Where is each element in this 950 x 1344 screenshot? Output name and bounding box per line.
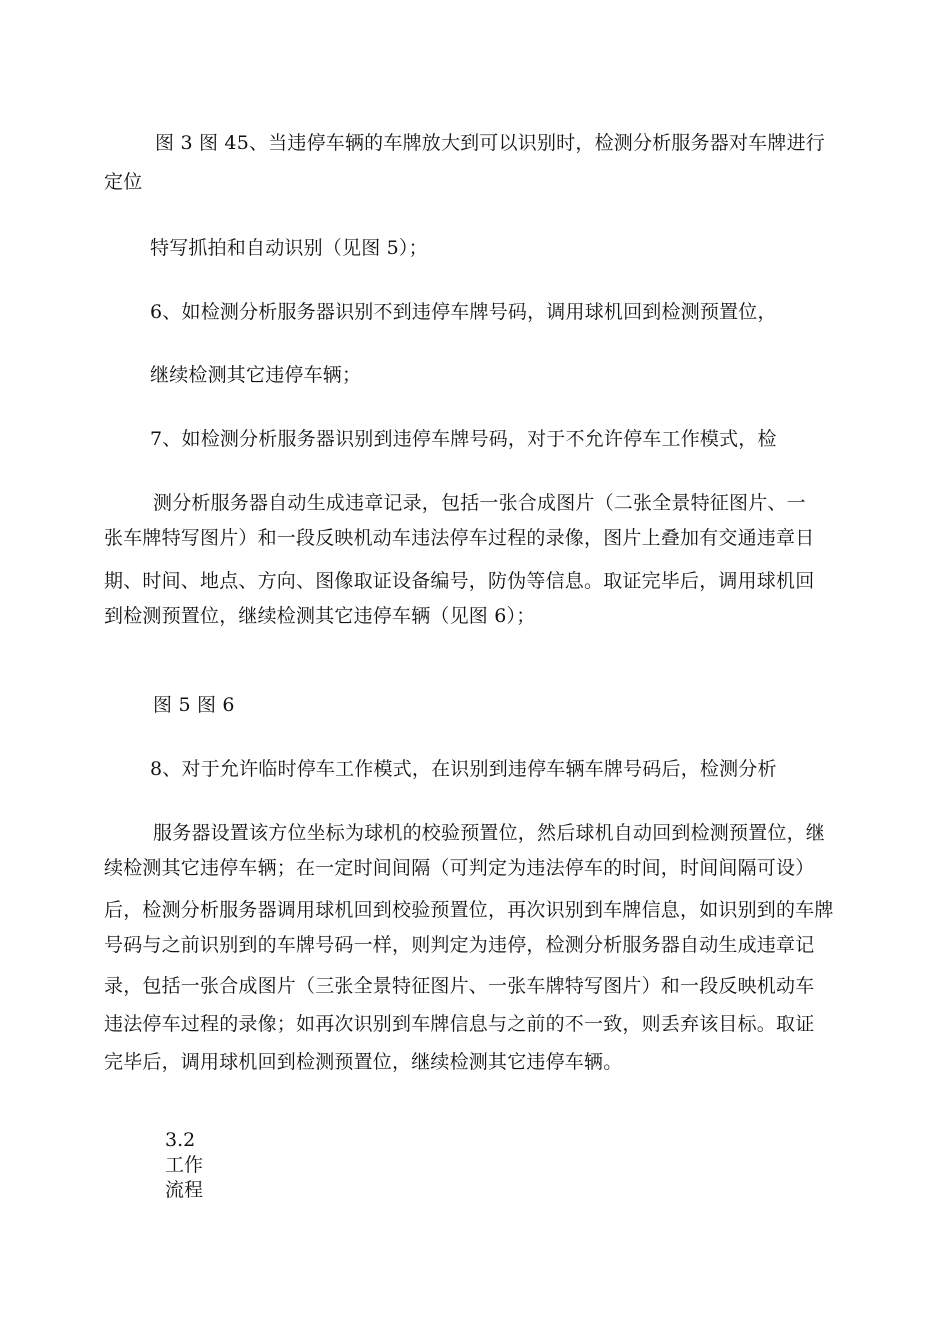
text-line: 图 5 图 6 xyxy=(153,694,235,716)
text-line: 测分析服务器自动生成违章记录，包括一张合成图片（二张全景特征图片、一 xyxy=(153,492,806,514)
text-line: 继续检测其它违停车辆； xyxy=(150,364,362,386)
text-line: 8、对于允许临时停车工作模式，在识别到违停车辆车牌号码后，检测分析 xyxy=(150,758,777,780)
text-line: 6、如检测分析服务器识别不到违停车牌号码，调用球机回到检测预置位， xyxy=(150,301,777,323)
text-line: 号码与之前识别到的车牌号码一样，则判定为违停，检测分析服务器自动生成违章记 xyxy=(104,934,815,956)
section-title-line: 工作 xyxy=(165,1154,204,1176)
text-line: 违法停车过程的录像；如再次识别到车牌信息与之前的不一致，则丢弃该目标。取证 xyxy=(104,1013,815,1035)
text-line: 定位 xyxy=(104,171,143,193)
text-line: 后，检测分析服务器调用球机回到校验预置位，再次识别到车牌信息，如识别到的车牌 xyxy=(104,899,834,921)
text-line: 到检测预置位，继续检测其它违停车辆（见图 6）； xyxy=(104,605,536,627)
text-line: 服务器设置该方位坐标为球机的校验预置位，然后球机自动回到检测预置位，继 xyxy=(153,822,826,844)
text-line: 张车牌特写图片）和一段反映机动车违法停车过程的录像，图片上叠加有交通违章日 xyxy=(104,527,815,549)
text-line: 期、时间、地点、方向、图像取证设备编号，防伪等信息。取证完毕后，调用球机回 xyxy=(104,570,815,592)
text-line: 7、如检测分析服务器识别到违停车牌号码，对于不允许停车工作模式，检 xyxy=(150,428,777,450)
text-line: 图 3 图 45、当违停车辆的车牌放大到可以识别时，检测分析服务器对车牌进行 xyxy=(155,132,825,154)
text-line: 特写抓拍和自动识别（见图 5）； xyxy=(150,237,428,259)
section-number: 3.2 xyxy=(165,1129,196,1151)
section-title-line: 流程 xyxy=(165,1179,204,1201)
text-line: 续检测其它违停车辆；在一定时间间隔（可判定为违法停车的时间，时间间隔可设） xyxy=(104,857,815,879)
text-line: 完毕后，调用球机回到检测预置位，继续检测其它违停车辆。 xyxy=(104,1051,623,1073)
text-line: 录，包括一张合成图片（三张全景特征图片、一张车牌特写图片）和一段反映机动车 xyxy=(104,975,815,997)
section-heading xyxy=(165,1128,225,1203)
